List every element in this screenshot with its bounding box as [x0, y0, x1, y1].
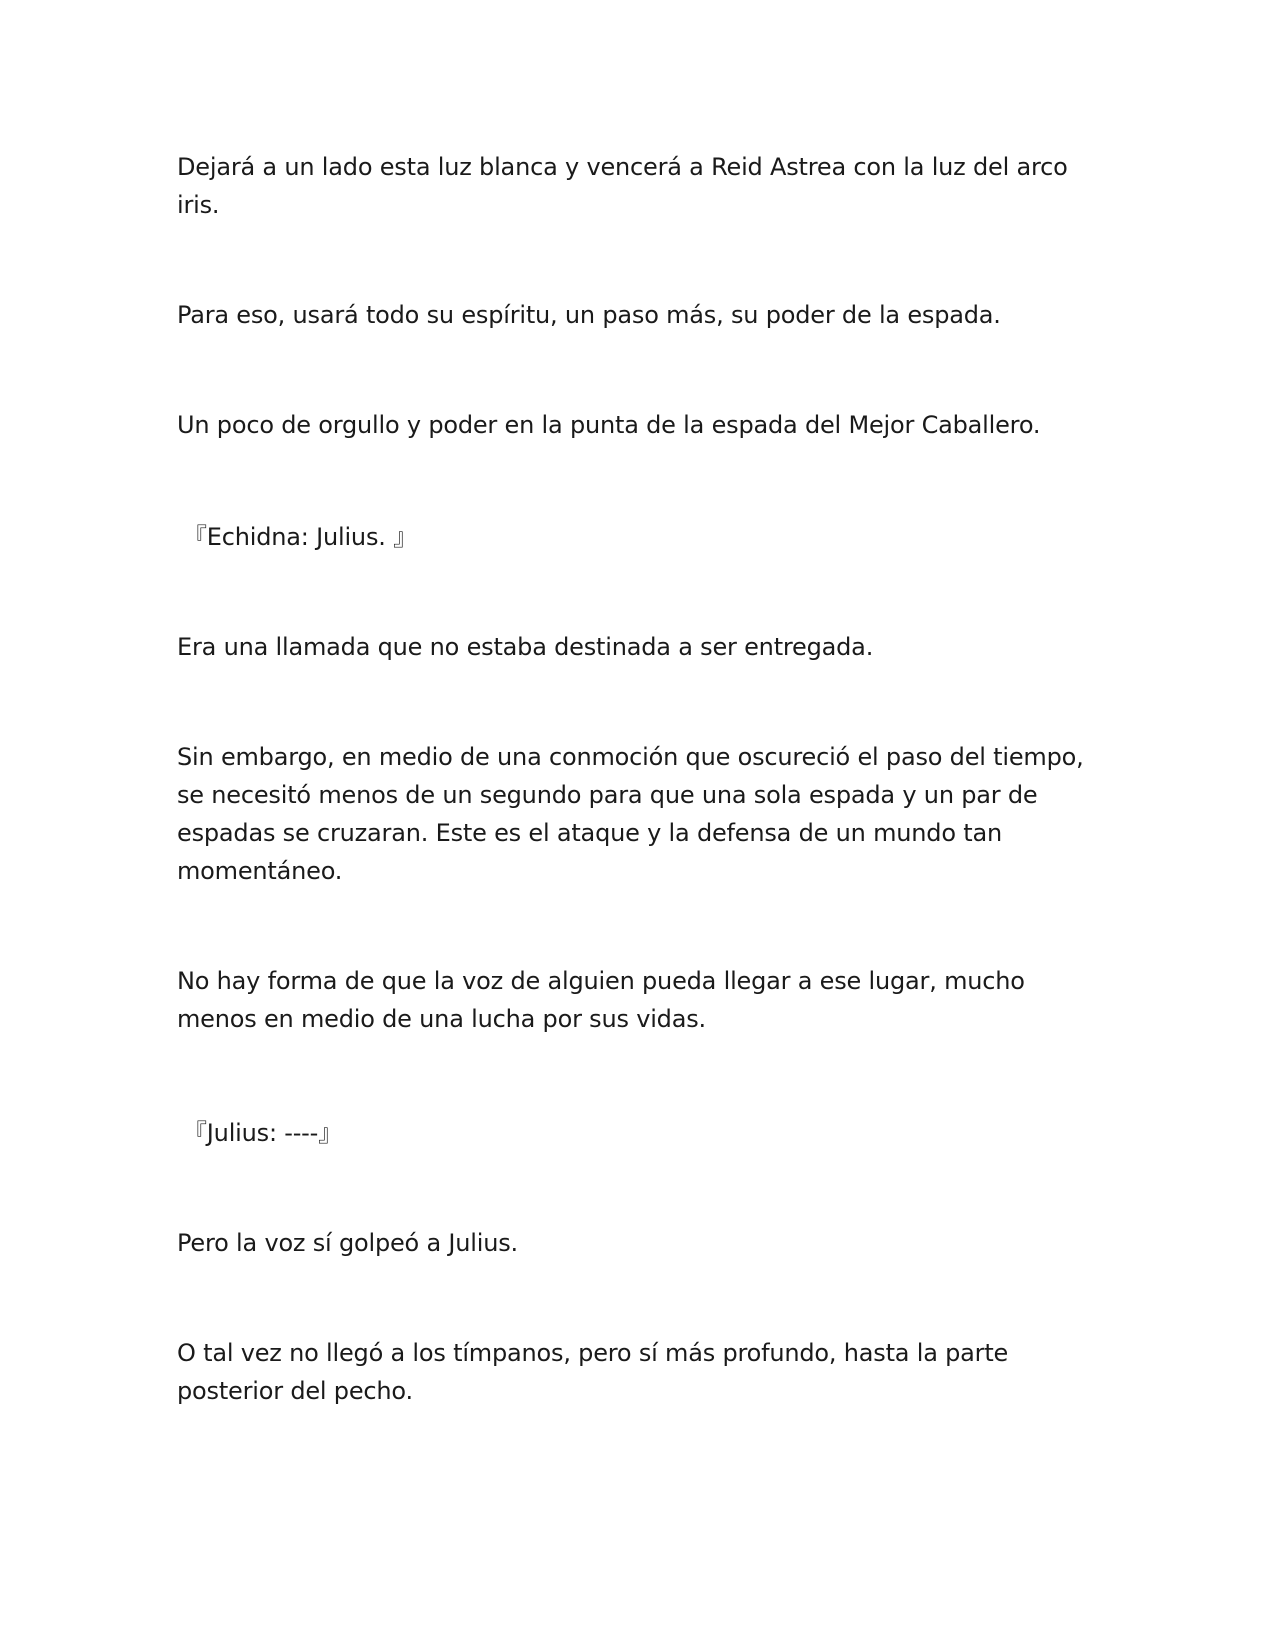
paragraph: No hay forma de que la voz de alguien pueda llegar a ese lugar, mucho menos en medio de una lucha por sus vidas.	[177, 967, 1025, 1033]
paragraph: Un poco de orgullo y poder en la punta de la espada del Mejor Caballero.	[177, 411, 1041, 439]
paragraph: O tal vez no llegó a los tímpanos, pero sí más profundo, hasta la parte posterior del pecho.	[177, 1339, 1009, 1405]
paragraph: Dejará a un lado esta luz blanca y vencerá a Reid Astrea con la luz del arco iris.	[177, 153, 1068, 219]
paragraph: Sin embargo, en medio de una conmoción que oscureció el paso del tiempo, se necesitó menos de un segundo para que una sola espada y un par de espadas se cruzaran. Este es el ataque y la defensa de un mundo tan momentáneo.	[177, 743, 1084, 885]
paragraph: Para eso, usará todo su espíritu, un paso más, su poder de la espada.	[177, 301, 1001, 329]
dialogue-line: 『Julius: ----』	[183, 1119, 342, 1147]
paragraph: Era una llamada que no estaba destinada a ser entregada.	[177, 633, 874, 661]
paragraph: Pero la voz sí golpeó a Julius.	[177, 1229, 518, 1257]
dialogue-line: 『Echidna: Julius. 』	[183, 523, 417, 551]
